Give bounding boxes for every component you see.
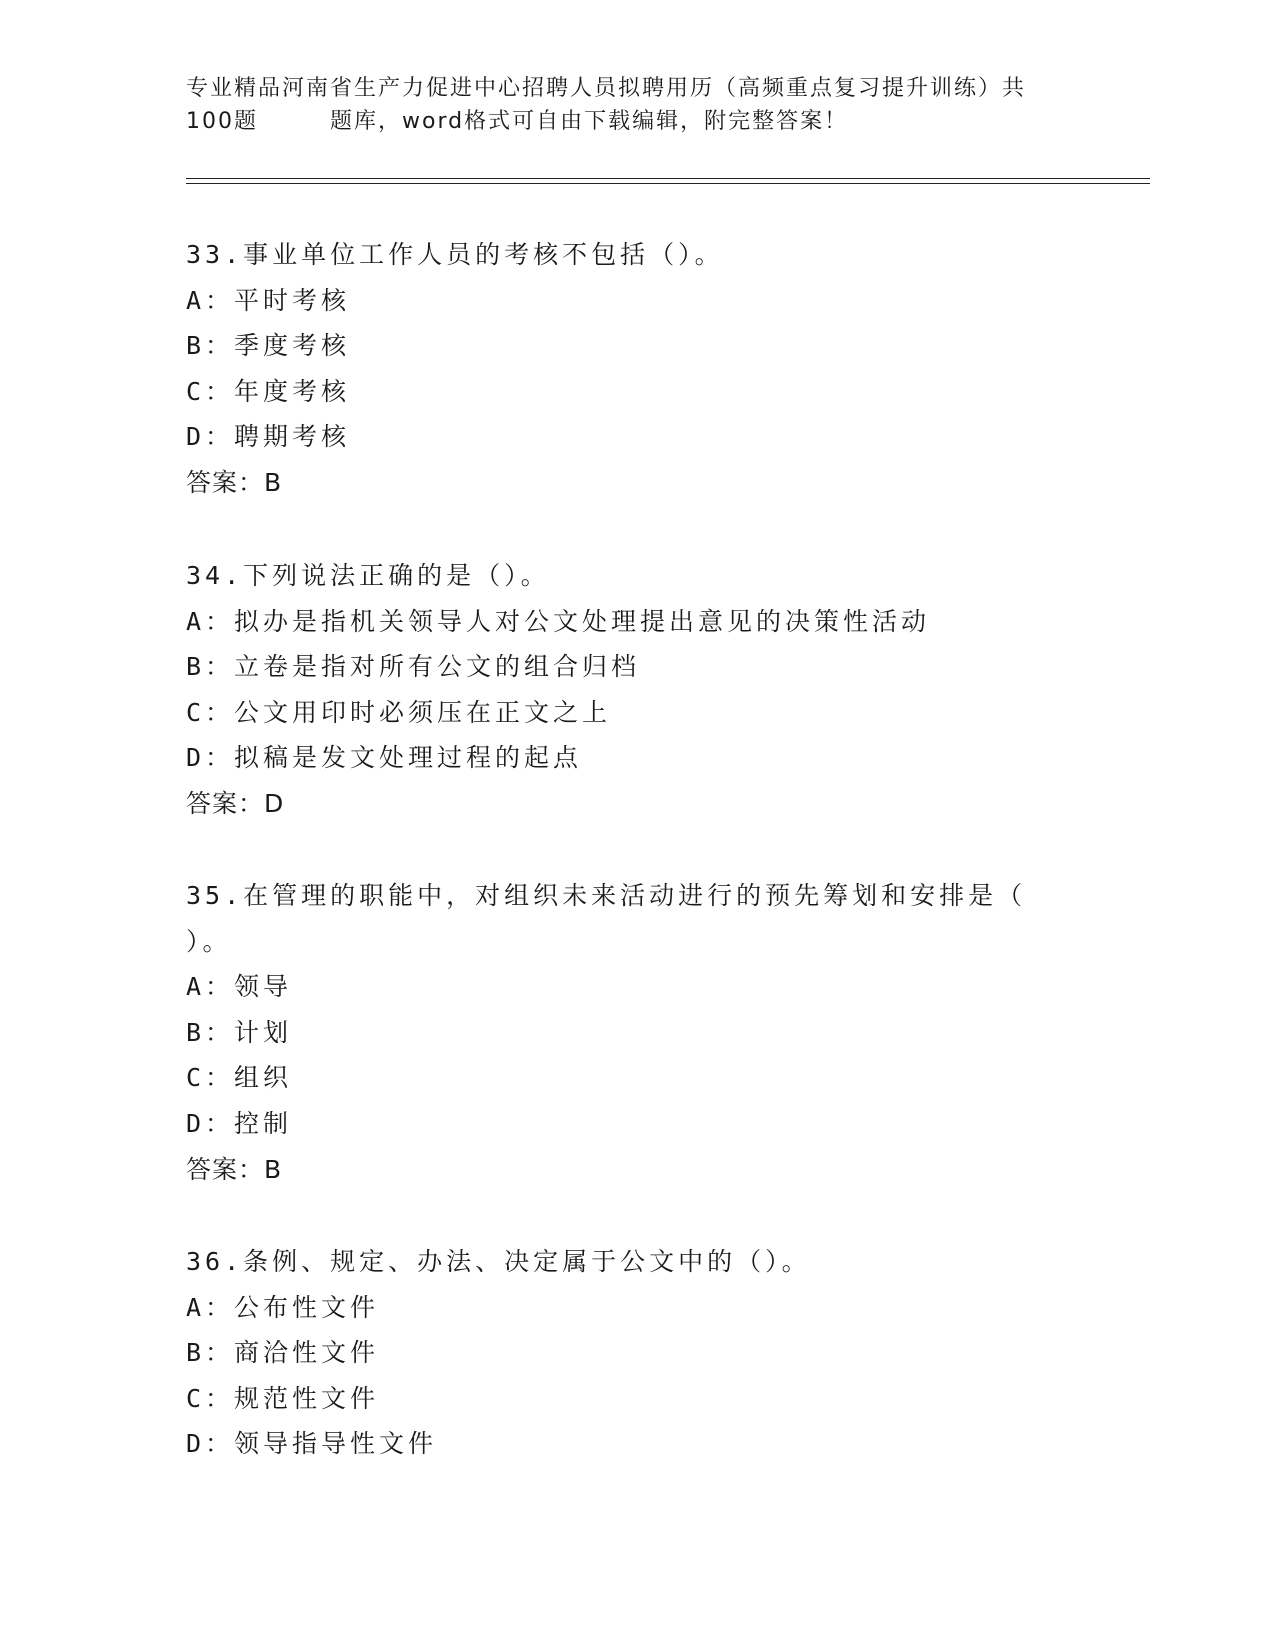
option-c: C：规范性文件 [186,1383,380,1413]
option-a: A：拟办是指机关领导人对公文处理提出意见的决策性活动 [186,606,931,636]
header-question-count: 100题 [186,109,258,134]
option-c: C：年度考核 [186,376,351,406]
question-36 [186,1239,1136,1467]
question-34 [186,553,1136,827]
question-stem-continued: ）。 [186,926,232,956]
question-stem: 35.在管理的职能中，对组织未来活动进行的预先筹划和安排是（ [186,881,1027,910]
question-33 [186,232,1136,506]
question-stem: 33.事业单位工作人员的考核不包括（）。 [186,240,724,269]
option-a: A：公布性文件 [186,1292,380,1322]
header-title-line2 [186,105,1086,138]
question-stem: 34.下列说法正确的是（）。 [186,561,550,590]
option-b: B：立卷是指对所有公文的组合归档 [186,652,641,682]
question-35 [186,873,1136,1192]
document-header [186,72,1086,138]
option-a: A：领导 [186,972,293,1002]
option-b: B：商洽性文件 [186,1338,380,1368]
header-divider-top [186,178,1150,179]
option-b: B：季度考核 [186,331,351,361]
option-d: D：控制 [186,1108,293,1138]
option-d: D：聘期考核 [186,422,351,452]
header-description: 题库，word格式可自由下载编辑，附完整答案！ [330,109,849,134]
question-stem: 36.条例、规定、办法、决定属于公文中的（）。 [186,1247,811,1276]
answer: 答案：D [186,788,285,818]
option-b: B：计划 [186,1017,293,1047]
answer: 答案：B [186,1154,283,1184]
option-c: C：组织 [186,1063,293,1093]
option-a: A：平时考核 [186,285,351,315]
answer: 答案：B [186,467,283,497]
option-c: C：公文用印时必须压在正文之上 [186,697,612,727]
header-divider-bottom [186,183,1150,184]
header-title-line1: 专业精品河南省生产力促进中心招聘人员拟聘用历（高频重点复习提升训练）共 [186,76,1027,101]
option-d: D：拟稿是发文处理过程的起点 [186,743,583,773]
option-d: D：领导指导性文件 [186,1429,438,1459]
